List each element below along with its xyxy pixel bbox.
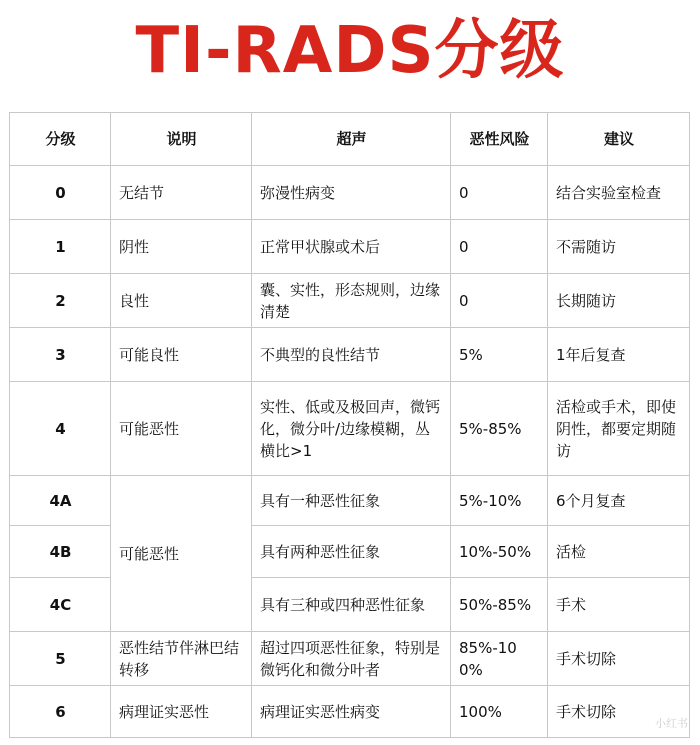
risk-cell: 5% [451,328,548,382]
table-row [10,328,690,382]
advice-cell: 结合实验室检查 [548,166,690,220]
grade-cell: 4B [10,526,111,578]
risk-cell: 0 [451,274,548,328]
ultrasound-cell: 囊、实性，形态规则，边缘清楚 [252,274,451,328]
grade-cell: 4A [10,476,111,526]
advice-cell: 不需随访 [548,220,690,274]
risk-cell: 100% [451,686,548,738]
grade-cell: 2 [10,274,111,328]
table-row [10,220,690,274]
table-row [10,166,690,220]
description-cell: 病理证实恶性 [111,686,252,738]
grade-cell: 3 [10,328,111,382]
description-cell: 良性 [111,274,252,328]
risk-cell: 50%-85% [451,578,548,632]
ultrasound-cell: 具有三种或四种恶性征象 [252,578,451,632]
advice-cell: 长期随访 [548,274,690,328]
table-row [10,686,690,738]
description-cell: 可能恶性 [111,476,252,632]
ultrasound-cell: 超过四项恶性征象，特别是微钙化和微分叶者 [252,632,451,686]
risk-cell: 10%-50% [451,526,548,578]
table-row [10,382,690,476]
advice-cell: 手术 [548,578,690,632]
ultrasound-cell: 实性、低或及极回声，微钙化，微分叶/边缘模糊，丛横比>1 [252,382,451,476]
description-cell: 阴性 [111,220,252,274]
grade-cell: 1 [10,220,111,274]
watermark: 小红书 [655,717,688,730]
header-description: 说明 [111,113,252,166]
risk-cell: 85%-100% [451,632,548,686]
description-cell: 无结节 [111,166,252,220]
header-ultrasound: 超声 [252,113,451,166]
description-cell: 可能良性 [111,328,252,382]
risk-cell: 0 [451,220,548,274]
risk-cell: 5%-10% [451,476,548,526]
advice-cell: 活检或手术，即使阴性，都要定期随访 [548,382,690,476]
grade-cell: 0 [10,166,111,220]
ultrasound-cell: 具有两种恶性征象 [252,526,451,578]
ultrasound-cell: 具有一种恶性征象 [252,476,451,526]
ultrasound-cell: 正常甲状腺或术后 [252,220,451,274]
grade-cell: 5 [10,632,111,686]
tirads-table [9,112,690,738]
advice-cell: 手术切除 [548,686,690,738]
grade-cell: 4 [10,382,111,476]
page-title: TI-RADS分级 [135,14,565,88]
grade-cell: 6 [10,686,111,738]
advice-cell: 1年后复查 [548,328,690,382]
ultrasound-cell: 弥漫性病变 [252,166,451,220]
header-advice: 建议 [548,113,690,166]
grade-cell: 4C [10,578,111,632]
table-row [10,476,690,526]
risk-cell: 5%-85% [451,382,548,476]
table-row [10,632,690,686]
risk-cell: 0 [451,166,548,220]
header-malignancy-risk: 恶性风险 [451,113,548,166]
ultrasound-cell: 病理证实恶性病变 [252,686,451,738]
advice-cell: 手术切除 [548,632,690,686]
ultrasound-cell: 不典型的良性结节 [252,328,451,382]
description-cell: 恶性结节伴淋巴结转移 [111,632,252,686]
table-header-row [10,113,690,166]
advice-cell: 6个月复查 [548,476,690,526]
header-grade: 分级 [10,113,111,166]
advice-cell: 活检 [548,526,690,578]
table-row [10,274,690,328]
description-cell: 可能恶性 [111,382,252,476]
